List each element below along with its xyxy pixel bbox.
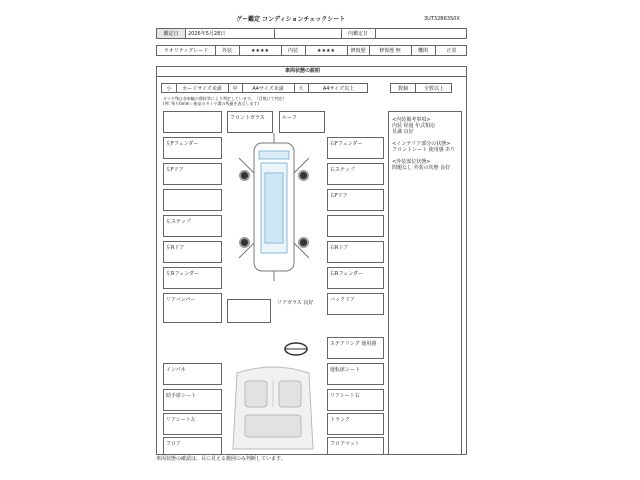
steering-label: ステアリング 使用感 [330,341,377,347]
front-glass-label: フロントガラス [230,115,265,121]
right-step-label: 右ステップ [330,167,355,173]
condition-sheet [152,13,470,463]
rear-seat-left-label: リアシート左 [166,417,196,423]
ratings-row [156,45,467,56]
right-rear-door-label: 右Rドア [330,245,349,251]
box-dash [163,363,222,385]
box-left-rear-fender [163,267,222,289]
tire-rear-left-icon [239,237,250,248]
notes-panel [388,111,462,455]
count-label: 数個 [391,84,416,92]
box-front-passenger [163,389,222,411]
section-title: 車両状態の説明 [285,68,321,74]
quality-grade-label: ラオリティグレード [157,46,216,55]
box-right-blank [327,215,384,237]
note-line-6: <外装部位状態> [392,159,431,165]
exterior-label: 外装 [215,46,240,55]
roof-label: ルーフ [282,115,297,121]
main-frame [156,66,467,455]
blank-cell [271,29,342,38]
rear-bumper-label: リアバンパー [166,297,196,303]
box-rear-gate [327,293,384,315]
tire-rear-right-icon [298,237,309,248]
left-front-door-label: 左Fドア [166,167,184,173]
legend-large: 大 [294,84,309,92]
driver-seat-label: 運転席シート [330,367,361,373]
exterior-stars: ★★★★ [239,46,282,55]
tire-front-left-icon [239,170,250,181]
rear-gate-label: バックドア [330,297,355,303]
box-right-front-fender [327,137,384,159]
count-row [390,83,452,93]
box-left-rear-door [163,241,222,263]
sheet-code: 3UT32B63S0X [424,16,460,22]
note-line-7: 問題なし 外装の状態 良好 [392,165,451,171]
box-trunk [327,413,384,435]
repair-label: 修復歴 [347,46,370,55]
note-line-4: <インテリア部分の状態> [392,141,451,147]
legend-small: 小 [162,84,177,92]
sheet-title: グー鑑定 コンディションチェックシート [236,16,346,23]
box-right-rear-door [327,241,384,263]
legend-medium-desc: A4サイズ未満 [242,84,295,92]
right-front-fender-label: 右Fフェンダー [330,141,363,147]
box-floor-mat [327,437,384,455]
left-front-fender-label: 左Fフェンダー [166,141,199,147]
box-right-step [327,163,384,185]
box-front-left-top [163,111,222,133]
box-right-front-door [327,189,384,211]
right-rear-fender-label: 右Rフェンダー [330,271,364,277]
box-driver-seat [327,363,384,385]
interior-layout-icon [227,363,319,455]
footer-note: 車両状態の確認は、目に見える範囲のみ判断しています。 [156,456,286,462]
floor-label: フロア [166,441,182,447]
legend-small-desc: カードサイズ未満 [176,84,229,92]
floor-mat-label: フロアマット [330,441,360,447]
left-rear-fender-label: 左Rフェンダー [166,271,200,277]
trunk-label: トランク [330,417,350,423]
engine-value: 正常 [446,48,457,54]
front-passenger-label: 助手席シート [166,393,197,399]
tire-front-right-icon [298,170,309,181]
note-line-5: フロントシート 使用感 あり [392,147,456,153]
car-outline-icon [239,133,309,281]
interior-stars: ★★★★ [305,46,348,55]
plate-value [375,29,468,38]
box-left-front-fender [163,137,222,159]
date-label: 鑑定日 [157,29,186,38]
box-left-front-door [163,163,222,185]
tire-note: タイヤ残は各車輪の摩耗等により判定しています。（目視にて判定） [163,96,287,101]
box-roof [279,111,325,133]
rear-glass-label: リアガラス 良好 [277,300,314,306]
many-label: 全数以上 [423,85,444,92]
box-left-blank [163,189,222,211]
box-floor [163,437,222,455]
divider [157,76,466,77]
left-rear-door-label: 左Rドア [166,245,185,251]
engine-label: 機関 [411,46,436,55]
note-line-3: 見識 良好 [392,129,414,135]
left-step-label: 左ステップ [166,219,191,225]
box-steering [327,337,384,359]
note-line-1: <内装備考事項> [392,117,431,123]
legend-row [161,83,368,93]
tire-note-2: (例: 残り6mm＝新品のタイヤ溝の残量を表示します) [163,101,259,106]
box-right-rear-fender [327,267,384,289]
legend-large-desc: A4サイズ以上 [322,85,355,92]
legend-medium: 中 [228,84,243,92]
dash-label: インパネ [166,367,186,373]
interior-diagram [227,363,319,455]
box-rear-seat-left [163,413,222,435]
steering-wheel-icon [283,341,309,355]
note-line-2: 内装 経過 年式相応 [392,123,436,129]
date-row [156,28,467,39]
box-rear-seat-right [327,389,384,411]
date-value: 2026年5月28日 [185,29,275,38]
box-left-step [163,215,222,237]
rear-seat-right-label: リアシート右 [330,393,360,399]
right-front-door-label: 右Fドア [330,193,348,199]
plate-label: 内鑑定日 [341,29,376,38]
car-top-diagram [239,133,309,281]
repair-value: 修復歴 無 [369,46,412,55]
box-rear-bottom-left [227,299,271,323]
box-front-glass [227,111,273,133]
box-rear-bumper [163,293,222,323]
interior-label: 内装 [281,46,306,55]
